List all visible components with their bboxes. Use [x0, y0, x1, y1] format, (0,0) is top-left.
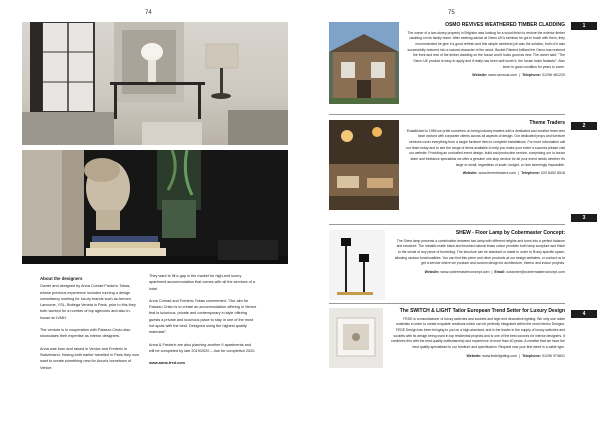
- telephone-number: 020 8452 8518: [541, 171, 565, 176]
- website-label: Website:: [466, 353, 482, 358]
- sculpture-illustration: [22, 150, 288, 264]
- about-paragraph: Owner and designed by Anna Conrad Frederic Tobas, whose previous experience includes running a design consultancy working for luxury brands such as Armani, Lancome, YSL, Bottega Veneta in Paris, prior to this they both worked for a number of top agencies and also in-house at LVMH.: [40, 284, 136, 320]
- divider: [329, 114, 565, 115]
- feature-body: The owner of a two-storey property in Brighton was looking for a wood finish to restore the exterior timber cladding on his family home. After seeking advice at Osmo UK's seminar he got in touch with them, they recommended he give it a good refresh and this simple weekend job was the solution, both of it was successfully restored into a natural character of the wood. Bucket Painted brilliant the Osmo has restored the front and rear of the timber cladding on the house and it looks good as new. The owner said: "The Osmo UK product is easy to apply and it really has been well worth it, the house looks fantastic". Also been in good condition for years to come.: [407, 30, 565, 69]
- feature-body: FEDE is a manufacturer of luxury switches and sockets and high-end decorative lighting. We only use noble materials in order to create exquisite creations which can be perfectly integrated within the most interior Designs. FEDE Design has been bringing to you on a high-standard, and is the leader in the supply of luxury switches and sockets with its design being used in top residential projects and is one of the best sources for interior designers. It combines this with the best quality craftsmanship and experience of more than 40 years. A creative that we have the best quality specialised to our furniture and specification. Request now your first wired in a cable type.: [391, 316, 565, 350]
- house-illustration: [329, 22, 399, 104]
- telephone-number: 01296 974601: [542, 353, 565, 358]
- feature-text: [405, 120, 565, 176]
- website-link[interactable]: www.cobermasterconcept.com: [440, 270, 490, 275]
- telephone-label: Telephone:: [521, 171, 541, 176]
- website-link[interactable]: www.themetraders.com: [478, 171, 517, 176]
- feature-body: Established in 1986 we pride ourselves on being industry leaders with a dedicated and creative team who have worked with corporate clients across all aspects of design. Our dedicated props and furniture services cover everything from a single furniture item to complete installations. For more information call our team today and to see the range of items available to help you make your event a success please visit our website. Providing an unrivalled event design, build and production service, comprising our in-house team and freelance specialists we offer a genuine one-stop service for all your event needs whether it's large or small, regardless of scale, budget, or how seemingly impossible.: [405, 128, 565, 167]
- page-number-right: 75: [448, 10, 455, 16]
- switch-illustration: [329, 308, 383, 368]
- living-room-photo: [22, 22, 288, 145]
- divider: [329, 224, 565, 225]
- divider: [329, 303, 565, 304]
- email-address[interactable]: customer@cobermasterconcept.com: [506, 270, 565, 275]
- feature-switch-light: [329, 308, 565, 398]
- feature-text: [389, 308, 565, 359]
- feature-contact: Website: www.fedelighting.com | Telephone: 01296 974601: [466, 353, 565, 358]
- feature-body: The Shew lamp presents a combination between two lamp with different heights and turns into a perfect balance and structure. The metallic matte black and brushed natural brass colour provides both lamp sculpture and finish to the whole of any piece of furnishing. The structure can be standard or made to order to fit any specific space, allowing various functionalities. You can find this piece and other products at our design websites, or contact us to get a service where we produce and custom design for architecture, interior and indoor projects.: [394, 238, 565, 266]
- website-label: Website:: [424, 270, 440, 275]
- feature-shew-lamp: [329, 230, 565, 300]
- feature-theme-traders: [329, 120, 565, 220]
- about-column-left: [40, 276, 140, 377]
- page-number-left: 74: [145, 10, 152, 16]
- email-label: Email:: [494, 270, 506, 275]
- about-paragraph: They want to fill a gap in the market for high-end luxury apartment accommodation that comes with all the services of a hotel.: [149, 274, 255, 291]
- feature-osmo: [329, 22, 565, 107]
- timber-house-photo: [329, 22, 399, 104]
- website-label: Website:: [462, 171, 478, 176]
- feature-title: OSMO REVIVES WEATHERED TIMBER CLADDING: [445, 22, 565, 28]
- living-room-illustration: [22, 22, 288, 145]
- feature-contact: Website: www.themetraders.com | Telephone: 020 8452 8518: [462, 171, 565, 176]
- feature-text: [393, 230, 565, 275]
- about-title: About the designers: [40, 276, 83, 281]
- feature-title: Theme Traders: [529, 120, 565, 126]
- floor-lamp-photo: [329, 230, 385, 300]
- lamp-illustration: [329, 230, 385, 300]
- about-paragraph: Anna Conrad and Frederic Tobas commented: "Our aim for Palazzo Cristo is to create an accommodation offering in Venice that is luxurious, private and contemporary in style offering guests a private and luxurious place to stay in one of the most hot spots with the best. Designed using the highest quality materials".: [149, 298, 257, 335]
- website-link[interactable]: www.osmouk.com: [488, 73, 518, 78]
- telephone-label: Telephone:: [522, 353, 542, 358]
- feature-title: The SWITCH & LIGHT Tailor European Trend Setter for Luxury Design: [399, 308, 565, 314]
- lounge-illustration: [329, 120, 399, 210]
- feature-contact: Website: www.osmouk.com | Telephone: 01296 481220: [472, 73, 565, 78]
- about-paragraph: Anna was born and raised in Venice and Frederic in Switzerland. Having both earlier travelled in Paris they now want to create something new for Anna's hometown of Venice.: [40, 346, 139, 370]
- about-column-right: [149, 273, 257, 367]
- website-link[interactable]: www.fedelighting.com: [482, 353, 518, 358]
- section-tab-2: 2: [571, 122, 597, 130]
- event-lounge-photo: [329, 120, 399, 210]
- feature-text: [405, 22, 565, 78]
- about-website-link[interactable]: www.anna-fred.com: [149, 361, 185, 366]
- feature-contact: Website: www.cobermasterconcept.com | Email: customer@cobermasterconcept.com: [424, 270, 565, 275]
- telephone-number: 01296 481220: [542, 73, 565, 78]
- about-paragraph: Anna & Frederic are also planning another 9 apartments and will be completed by late 2019/2020 – due for completion 2020.: [149, 342, 256, 353]
- section-tab-1: 1: [571, 22, 597, 30]
- section-tab-4: 4: [571, 310, 597, 318]
- about-paragraph: The venture is in cooperation with Palazzo Cristo also showcases their expertise as interior designers.: [40, 328, 131, 339]
- sculpture-photo: [22, 150, 288, 264]
- telephone-label: Telephone:: [522, 73, 542, 78]
- feature-title: SHEW - Floor Lamp by Cobermaster Concept:: [455, 230, 565, 236]
- switch-plate-photo: [329, 308, 383, 368]
- section-tab-3: 3: [571, 214, 597, 222]
- website-label: Website:: [472, 73, 488, 78]
